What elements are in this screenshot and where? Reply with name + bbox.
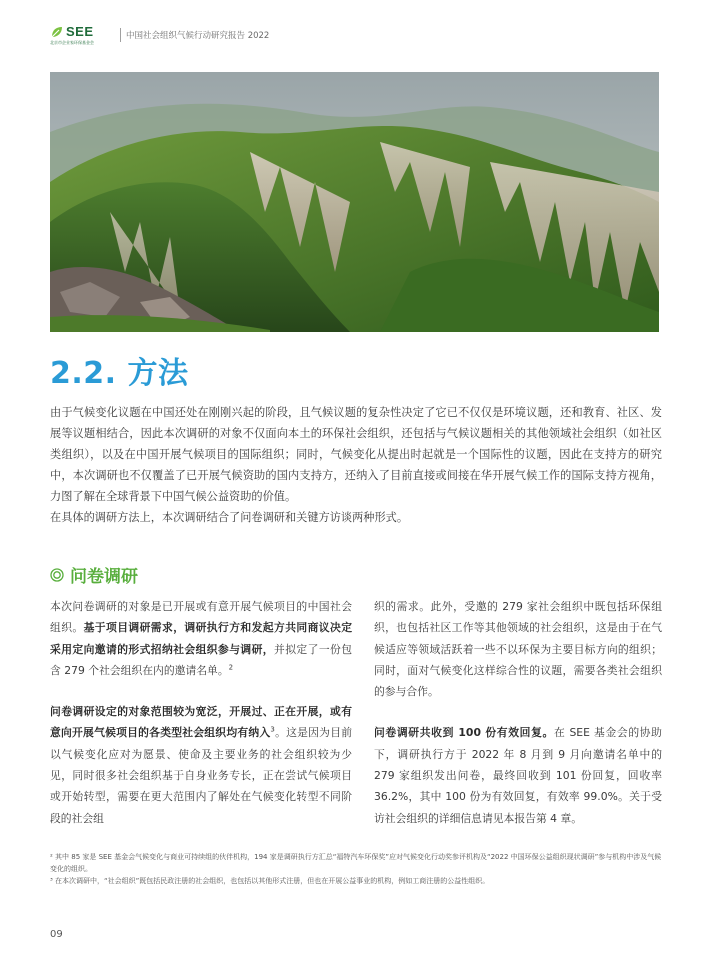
page-header xyxy=(50,20,269,50)
right-column xyxy=(374,596,662,849)
logo-subtitle: 北京市企业家环保基金会 xyxy=(50,40,94,45)
right-paragraph-2 xyxy=(374,722,662,828)
intro-text xyxy=(50,402,662,528)
right-p2-rest: 在 SEE 基金会的协助下，调研执行方于 2022 年 8 月到 9 月向邀请名单中的 279 家组织发出问卷，最终回收到 101 份回复，回收率 36.2%，其中 100 份为有效回复，有效率 99.0%。关于受访社会组织的详细信息请见本报告第 4 章。 xyxy=(374,726,662,825)
footnote-ref-2[interactable]: 2 xyxy=(228,663,234,672)
footnote-3: ³ 在本次调研中，“社会组织”既包括民政注册的社会组织，也包括以其他形式注册，但也在开展公益事业的机构，例如工商注册的公益性组织。 xyxy=(50,877,490,886)
report-title: 中国社会组织气候行动研究报告 2022 xyxy=(126,31,270,41)
logo-text: SEE xyxy=(66,24,94,39)
double-ring-icon xyxy=(50,568,64,582)
subsection-title: 问卷调研 xyxy=(70,567,138,587)
right-paragraph-1: 织的需求。此外，受邀的 279 家社会组织中既包括环保组织，也包括社区工作等其他领域的社会组织，这是由于在气候适应等领域活跃着一些不以环保为主要目标方向的组织；同时，面对气候变化这样综合性的议题，需要各类社会组织的参与合作。 xyxy=(374,600,662,699)
intro-paragraph-1: 由于气候变化议题在中国还处在刚刚兴起的阶段，且气候议题的复杂性决定了它已不仅仅是环境议题，还和教育、社区、发展等议题相结合，因此本次调研的对象不仅面向本土的环保社会组织，还包括与气候议题相关的其他领域社会组织（如社区类组织），以及在中国开展气候项目的国际组织；同时，气候变化从提出时起就是一个国际性的议题，因此在支持方的研究中，本次调研也不仅覆盖了已开展气候资助的国内支持方，还纳入了目前直接或间接在华开展气候工作的国际支持方视角，力图了解在全球背景下中国气候公益资助的价值。 xyxy=(50,406,662,503)
left-p1-rest: 并拟定了一份包含 279 个社会组织在内的邀请名单。 xyxy=(50,642,353,677)
left-paragraph-2 xyxy=(50,701,352,829)
left-column xyxy=(50,596,352,849)
mountain-photo xyxy=(50,72,659,332)
footnote-2: ² 其中 85 家是 SEE 基金会气候变化与商业可持续组的伙伴机构，194 家是调研执行方汇总“福特汽车环保奖”应对气候变化行动奖参评机构及“2022 中国环保公益组织现状调研”参与机构中涉及气候变化的组织。 xyxy=(50,853,662,874)
left-p1-intro: 本次问卷调研的对象是已开展或有意开展气候项目的中国社会组织。 xyxy=(50,600,352,635)
subsection-heading xyxy=(50,562,138,587)
left-paragraph-1 xyxy=(50,596,352,681)
footnotes xyxy=(50,851,662,888)
left-p1-bold: 基于项目调研需求，调研执行方和发起方共同商议决定采用定向邀请的形式招纳社会组织参与调研， xyxy=(50,621,353,656)
footnote-ref-3[interactable]: 3 xyxy=(270,725,275,734)
see-logo xyxy=(50,24,112,46)
header-divider xyxy=(120,28,121,42)
see-leaf-logo-icon xyxy=(50,25,64,39)
left-p2-bold: 问卷调研设定的对象范围较为宽泛，开展过、正在开展，或有意向开展气候项目的各类型社会组织均有纳入 xyxy=(50,705,352,740)
mountain-landscape-image xyxy=(50,72,659,332)
page-number: 09 xyxy=(50,929,63,940)
section-title: 2.2. 方法 xyxy=(50,356,189,391)
intro-paragraph-2: 在具体的调研方法上，本次调研结合了问卷调研和关键方访谈两种形式。 xyxy=(50,511,409,524)
left-p2-rest: 。这是因为目前以气候变化应对为愿景、使命及主要业务的社会组织较为少见，同时很多社会组织基于自身业务专长，正在尝试气候项目或开始转型，需要在更大范围内了解处在气候变化转型不同阶段的社会组 xyxy=(50,726,353,825)
right-p2-bold: 问卷调研共收到 100 份有效回复。 xyxy=(374,726,554,740)
